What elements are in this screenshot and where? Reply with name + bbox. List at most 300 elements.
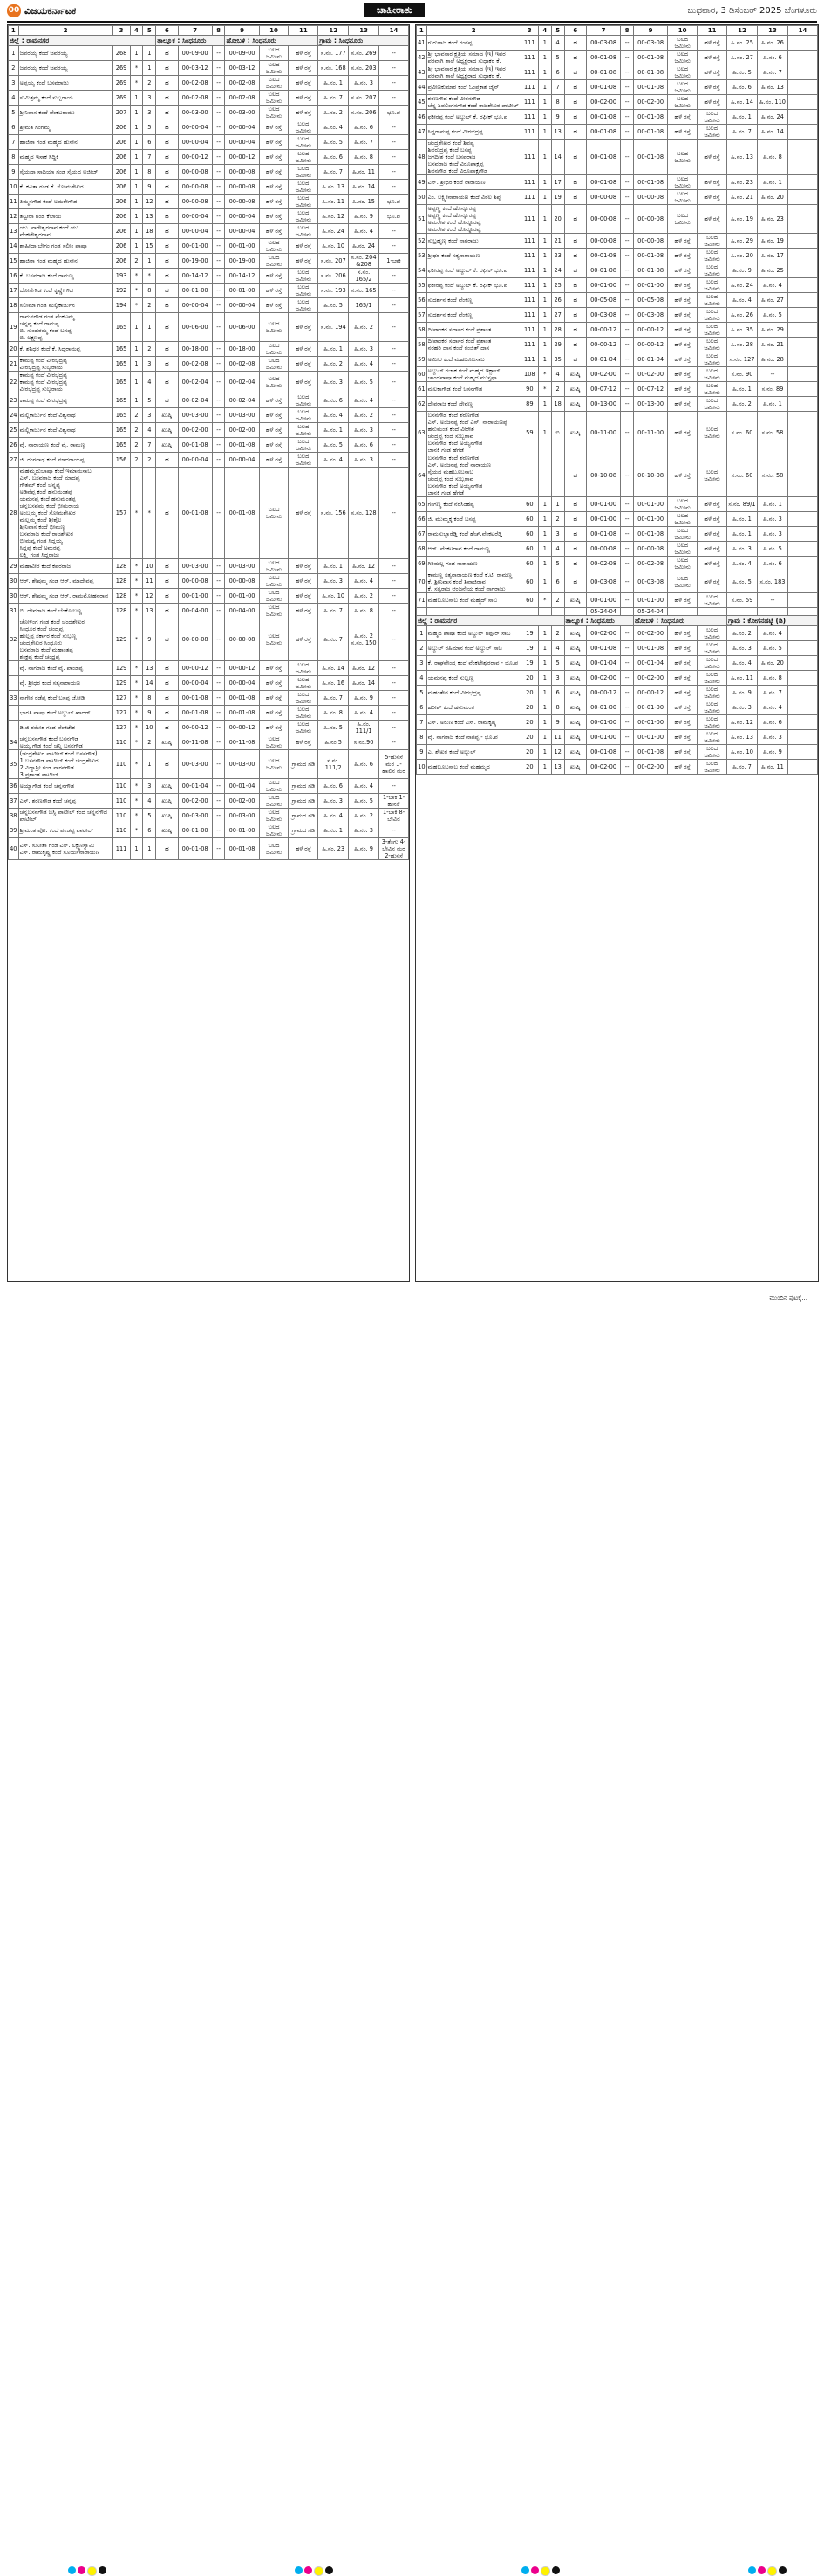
cell-land-type: ಹ xyxy=(156,61,178,76)
table-row xyxy=(417,51,818,65)
column-header-7: 7 xyxy=(178,26,212,36)
cell-sl-no: 49 xyxy=(417,175,427,190)
cell-boundary-south: ಸ.ನಂ. 58 xyxy=(758,412,788,454)
cell-boundary-west: ಬಲದ ಜಮೀನು xyxy=(289,676,318,691)
cell-hissa-2: 12 xyxy=(143,195,156,209)
cell-owner-name: ಯು. ನಾಗೇಶ್ವರರಾವ ಕಂದೆ ಯು. ವೆಂಕಟೇಶ್ವರರಾವ xyxy=(18,224,112,239)
table-row xyxy=(9,468,409,559)
cell-land-type: ಹ xyxy=(156,838,178,860)
cell-land-type: ಹ xyxy=(156,313,178,342)
cell-sl-no: 66 xyxy=(417,512,427,527)
cell-owner-name: ಎಸ್. ಶರಣಗೌಡ ಕಂದೆ ಚನ್ನಪ್ಪ xyxy=(18,794,112,809)
table-row xyxy=(9,313,409,342)
table-row xyxy=(417,95,818,110)
cell-survey-no: 111 xyxy=(521,278,538,293)
cell-hissa-1: 1 xyxy=(538,352,551,367)
cell-boundary-south: ಸ.ನಂ. 89 xyxy=(758,382,788,397)
cell-survey-no: 156 xyxy=(112,453,130,468)
cell-area-acquired: 00-10-08 xyxy=(634,454,668,497)
cell-sl-no: 59 xyxy=(417,352,427,367)
cell-boundary-south: ಸ.ನಂ. 128 xyxy=(349,468,379,559)
cell-area-total: 00-01-08 xyxy=(586,641,620,656)
cell-sl-no: 10 xyxy=(9,180,19,195)
cell-boundary-east: ಹಳೆ ರಸ್ತೆ xyxy=(668,700,698,715)
cell-area-kharab: -- xyxy=(621,249,634,263)
cell-area-total: 00-01-04 xyxy=(178,779,212,794)
cell-boundary-south: ಹಿ.ನಂ. 6 xyxy=(758,715,788,730)
table-row xyxy=(417,323,818,338)
cell-boundary-south: ಹಿ.ನಂ. 20 xyxy=(758,656,788,671)
cell-survey-no: 206 xyxy=(112,180,130,195)
cell-boundary-east: ಬಲದ ಜಮೀನು xyxy=(259,823,289,838)
cell-boundary-south: ಹಿ.ನಂ. 8 xyxy=(349,604,379,618)
print-registration-marks xyxy=(7,1281,817,1293)
cell-boundary-north: ಸ.ನಂ. 60 xyxy=(727,412,758,454)
cell-sl-no: 36 xyxy=(9,779,19,794)
cell-boundary-west: ಬಲದ ಜಮೀನು xyxy=(698,641,727,656)
cell-owner-name: ತನ್ವೀರಾ ಗಂಡ ಕೆಲಾಯ xyxy=(18,209,112,224)
table-row xyxy=(9,135,409,150)
cell-survey-no: 111 xyxy=(521,249,538,263)
cell-remarks xyxy=(787,571,817,593)
cell-remarks xyxy=(787,308,817,323)
page-number-badge: 00 xyxy=(7,4,21,17)
cell-area-acquired: 00-00-04 xyxy=(225,209,259,224)
cell-area-total: 00-01-00 xyxy=(586,278,620,293)
cell-sl-no: 65 xyxy=(417,497,427,512)
cell-boundary-west: ಬಲದ ಜಮೀನು xyxy=(289,269,318,284)
cell-owner-name: ಆರ್. ಶೇಷಮ್ಮ ಗಂಡ ಆರ್. ರಾಮಮೋಹನರಾವ xyxy=(18,589,112,604)
cyan-dot xyxy=(68,2566,76,2574)
cell-area-kharab: -- xyxy=(212,91,225,106)
cell-hissa-2: 25 xyxy=(551,278,564,293)
cell-survey-no: 193 xyxy=(112,269,130,284)
cell-area-acquired: 00-03-08 xyxy=(634,308,668,323)
cell-boundary-east: ಹಳೆ ರಸ್ತೆ xyxy=(259,224,289,239)
cell-hissa-1: * xyxy=(130,823,143,838)
cell-hissa-2: 4 xyxy=(143,423,156,438)
cell-area-kharab: -- xyxy=(621,760,634,775)
cell-hissa-2: 2 xyxy=(143,76,156,91)
cell-hissa-2: 2 xyxy=(143,298,156,313)
column-header-7: 7 xyxy=(586,26,620,36)
column-header-1: 1 xyxy=(9,26,19,36)
cell-boundary-north: ಹಿ.ನಂ. 6 xyxy=(318,150,349,165)
cell-boundary-west: ಹಳೆ ರಸ್ತೆ xyxy=(698,542,727,557)
cell-survey-no: 128 xyxy=(112,604,130,618)
cell-survey-no: 89 xyxy=(521,397,538,412)
cell-survey-no: 19 xyxy=(521,626,538,641)
table-row xyxy=(417,512,818,527)
cell-boundary-south: ಹಿ.ನಂ. 2 ಸ.ನಂ. 150 xyxy=(349,618,379,661)
cell-remarks: -- xyxy=(379,91,409,106)
column-header-5: 5 xyxy=(551,26,564,36)
cell-boundary-east: ಹಳೆ ರಸ್ತೆ xyxy=(259,691,289,706)
cell-owner-name: ಮಲ್ಲಿಕಾರ್ಜುನ ಕಂದೆ ವಿಶ್ವನಾಥ xyxy=(18,423,112,438)
cell-boundary-west: ಬಲದ ಜಮೀನು xyxy=(698,760,727,775)
cell-sl-no: 54 xyxy=(417,263,427,278)
cell-hissa-2: 26 xyxy=(551,293,564,308)
cell-area-kharab: -- xyxy=(621,641,634,656)
cell-boundary-west: ಹಳೆ ರಸ್ತೆ xyxy=(289,254,318,269)
cell-boundary-north: ಹಿ.ನಂ. 10 xyxy=(318,239,349,254)
cell-sl-no: 22 xyxy=(9,372,19,393)
cell-owner-name: ಸುದರ್ಶನ ಕಂದೆ ವೆಂಕಣ್ಣ xyxy=(426,293,521,308)
cell-hissa-1: * xyxy=(130,691,143,706)
cell-land-type: ಹ xyxy=(564,234,586,249)
cell-sl-no: 8 xyxy=(9,150,19,165)
cell-area-kharab: -- xyxy=(212,661,225,676)
cell-owner-name: ಎನ್. ಶ್ರೀಧರ ಕಂದೆ ನಾರಾಯಣ xyxy=(426,175,521,190)
cell-land-type: ಖುಷ್ಕಿ xyxy=(564,671,586,686)
cell-sl-no: 35 xyxy=(9,750,19,779)
cell-area-total: 00-14-12 xyxy=(178,269,212,284)
cell-sl-no: 60 xyxy=(417,367,427,382)
cell-area-total: 00-03-00 xyxy=(178,750,212,779)
cell-remarks: -- xyxy=(379,589,409,604)
cell-owner-name: ಶ್ರೀಧರ ಕಂದೆ ಸತ್ಯನಾರಾಯಣ xyxy=(426,249,521,263)
cell-land-type: ಹ xyxy=(156,618,178,661)
cell-hissa-1: * xyxy=(130,574,143,589)
cell-area-total: 00-05-08 xyxy=(586,293,620,308)
cell-area-total: 00-10-08 xyxy=(586,454,620,497)
cell-area-kharab: -- xyxy=(621,80,634,95)
cell-hissa-1: 1 xyxy=(130,165,143,180)
cell-boundary-east: ಹಳೆ ರಸ್ತೆ xyxy=(668,308,698,323)
cell-survey-no: 192 xyxy=(112,284,130,298)
cell-land-type: ಹ xyxy=(156,393,178,408)
cell-boundary-south: ಹಿ.ನಂ. 1 xyxy=(758,175,788,190)
cell-remarks: -- xyxy=(379,618,409,661)
cell-owner-name: ಗಂಗಣ್ಣ ಕಂದೆ ನರಸಿಂಹಪ್ಪ xyxy=(426,497,521,512)
cell-area-kharab: -- xyxy=(212,357,225,372)
cell-hissa-1: * xyxy=(130,76,143,91)
cell-area-kharab: -- xyxy=(621,397,634,412)
cell-area-acquired: 00-00-08 xyxy=(634,190,668,205)
cell-survey-no: 206 xyxy=(112,150,130,165)
cell-remarks: -- xyxy=(379,284,409,298)
cell-remarks xyxy=(787,140,817,175)
cell-area-acquired: 00-01-08 xyxy=(225,438,259,453)
cell-boundary-south: ಹಿ.ನಂ. 9 xyxy=(349,691,379,706)
cell-survey-no: 20 xyxy=(521,715,538,730)
cell-boundary-north: ಹಿ.ನಂ. 2 xyxy=(318,357,349,372)
cell-survey-no: 108 xyxy=(521,367,538,382)
cell-owner-name: ಬಸನಗೌಡ ಕಂದೆ ಶರಣಗೌಡ ಎಸ್. ಅಂಜನಪ್ಪ ಕಂದೆ ಎಸ್. ನಾರಾಯಣಪ್ಪ ಹನುಮಂತ ಕಂದೆ ವೀರೇಶ ಚಂದ್ರಪ್ಪ ಕಂದೆ ಸುಬ್ಬರಾವ ಬಸನಗೌಡ ಕಂದೆ ಅಯ್ಯನಗೌಡ ಜಾನಕಿ ಗಂಡ ಹೆಗಡೆ xyxy=(426,412,521,454)
cell-area-acquired: 00-01-00 xyxy=(634,512,668,527)
cell-hissa-2: 10 xyxy=(143,721,156,735)
cell-hissa-1: 1 xyxy=(130,195,143,209)
cell-area-kharab: -- xyxy=(212,574,225,589)
cell-sl-no: 48 xyxy=(417,140,427,175)
cell-survey-no: 111 xyxy=(521,338,538,352)
cell-boundary-north: ಹಿ.ನಂ. 2 xyxy=(318,106,349,120)
total-blank xyxy=(538,608,551,616)
cell-land-type: ಹ xyxy=(564,205,586,234)
cell-hissa-2: 2 xyxy=(551,593,564,608)
cell-remarks: -- xyxy=(379,574,409,589)
table-row xyxy=(417,175,818,190)
cell-land-type: ಖುಷ್ಕಿ xyxy=(156,438,178,453)
cell-area-kharab: -- xyxy=(212,838,225,860)
cell-hissa-2: 9 xyxy=(143,180,156,195)
cell-remarks: -- xyxy=(379,165,409,180)
cell-survey-no: 165 xyxy=(112,342,130,357)
cell-area-acquired: 00-14-12 xyxy=(225,269,259,284)
cell-boundary-south: ಹಿ.ನಂ. 19 xyxy=(758,234,788,249)
cell-owner-name: ಜವರಯ್ಯ ಕಂದೆ ಜವರಯ್ಯ xyxy=(18,46,112,61)
cell-area-kharab: -- xyxy=(212,423,225,438)
cell-area-acquired: 00-00-12 xyxy=(225,721,259,735)
cell-area-acquired: 00-06-00 xyxy=(225,313,259,342)
cell-sl-no xyxy=(9,721,19,735)
cell-survey-no: 129 xyxy=(112,618,130,661)
cell-owner-name: ರಾಮನಗೌಡ ಗಂಡ ವೆಂಕಟಮ್ಮ ಚನ್ನಪ್ಪ ಕಂದೆ ರಾಮಪ್ಪ ಬಿ. ಸುಂದರಮ್ಮ ಕಂದೆ ಬಸಪ್ಪ ಬಿ. ಲಕ್ಷ್ಮಣಪ್ಪ xyxy=(18,313,112,342)
cell-area-kharab: -- xyxy=(621,205,634,234)
cell-area-acquired: 00-00-04 xyxy=(225,453,259,468)
cell-survey-no: 20 xyxy=(521,686,538,700)
cell-area-kharab: -- xyxy=(621,715,634,730)
yellow-dot xyxy=(87,2566,97,2576)
cell-area-total: 00-00-08 xyxy=(178,574,212,589)
table-row xyxy=(417,542,818,557)
table-row xyxy=(417,338,818,352)
cell-area-kharab: -- xyxy=(212,559,225,574)
cell-boundary-east: ಬಲದ ಜಮೀನು xyxy=(259,838,289,860)
cell-boundary-south: ಹಿ.ನಂ. 110 xyxy=(758,95,788,110)
cell-boundary-north: ಸ.ನಂ. 89/1 xyxy=(727,497,758,512)
cell-owner-name: ಚಂದ್ರಶೇಖರ ಕಂದೆ ಶಿವಪ್ಪ ಶಿವರುದ್ರಪ್ಪ ಕಂದೆ ಬಸಪ್ಪ ಜಗದೀಶ ಕಂದೆ ಬಸವರಾಜ ಬಸವರಾಜ ಕಂದೆ ವಿರೂಪಾಕ್ಷಪ್ಪ ಶಿವನಗೌಡ ಕಂದೆ ವಿರೂಪಾಕ್ಷಗೌಡ xyxy=(426,140,521,175)
cell-survey-no: 127 xyxy=(112,706,130,721)
cell-hissa-1: 1 xyxy=(130,342,143,357)
cell-land-type: ಹ xyxy=(564,190,586,205)
cell-boundary-south: ಹಿ.ನಂ. 12 xyxy=(349,559,379,574)
column-header-row xyxy=(9,26,409,36)
cell-boundary-north: ಸ.ನಂ. 60 xyxy=(727,454,758,497)
cell-boundary-east: ಹಳೆ ರಸ್ತೆ xyxy=(259,423,289,438)
cell-boundary-west: ಗ್ರಾಮದ ಗಡಿ xyxy=(289,750,318,779)
cell-boundary-west: ಬಲದ ಜಮೀನು xyxy=(289,408,318,423)
registration-dots xyxy=(521,2566,560,2576)
cell-remarks xyxy=(787,382,817,397)
cell-boundary-east: ಹಳೆ ರಸ್ತೆ xyxy=(668,641,698,656)
cell-boundary-west: ಹಳೆ ರಸ್ತೆ xyxy=(289,618,318,661)
cell-area-acquired: 00-03-00 xyxy=(225,809,259,823)
cell-boundary-north: ಹಿ.ನಂ. 13 xyxy=(727,140,758,175)
cell-boundary-north: ಹಿ.ನಂ. 7 xyxy=(318,604,349,618)
cell-area-kharab: -- xyxy=(621,175,634,190)
cell-remarks: -- xyxy=(379,76,409,91)
cell-hissa-1: 1 xyxy=(538,110,551,125)
cell-boundary-north: ಹಿ.ನಂ. 12 xyxy=(727,715,758,730)
cell-remarks: -- xyxy=(379,135,409,150)
cell-boundary-north: ಹಿ.ನಂ. 4 xyxy=(318,120,349,135)
cell-hissa-1: 1 xyxy=(130,135,143,150)
cell-area-acquired: 00-01-04 xyxy=(225,779,259,794)
cell-boundary-north: ಹಿ.ನಂ. 1 xyxy=(318,342,349,357)
cell-boundary-west: ಹಳೆ ರಸ್ತೆ xyxy=(698,175,727,190)
cell-survey-no: 20 xyxy=(521,671,538,686)
cell-boundary-south: ಹಿ.ನಂ. 14 xyxy=(349,180,379,195)
subhead-hobli: ಹೋಬಳಿ : ಸಿಂಧನೂರು xyxy=(225,36,318,46)
cell-boundary-south: ಹಿ.ನಂ. 20 xyxy=(758,190,788,205)
cell-area-acquired: 00-00-08 xyxy=(225,195,259,209)
cell-area-kharab: -- xyxy=(621,65,634,80)
cell-land-type: ಹ xyxy=(156,224,178,239)
cell-survey-no: 110 xyxy=(112,794,130,809)
column-header-8: 8 xyxy=(212,26,225,36)
cell-boundary-west: ಬಲದ ಜಮೀನು xyxy=(289,165,318,180)
cell-sl-no: 34 xyxy=(9,735,19,750)
cell-sl-no xyxy=(9,661,19,676)
cell-survey-no: 206 xyxy=(112,135,130,150)
cell-boundary-west: ಹಳೆ ರಸ್ತೆ xyxy=(289,735,318,750)
cell-boundary-west: ಬಲದ ಜಮೀನು xyxy=(289,661,318,676)
cell-boundary-east: ಹಳೆ ರಸ್ತೆ xyxy=(668,352,698,367)
cell-hissa-1: 1 xyxy=(538,760,551,775)
cell-hissa-1: 1 xyxy=(538,36,551,51)
cell-owner-name: ಗಿರಿಮಲ್ಲ ಗಂಡ ನಾರಾಯಣ xyxy=(426,557,521,571)
table-row xyxy=(417,36,818,51)
cell-area-acquired: 00-00-08 xyxy=(634,542,668,557)
cell-sl-no: 24 xyxy=(9,408,19,423)
cell-area-kharab: -- xyxy=(212,453,225,468)
cell-hissa-1: * xyxy=(130,735,143,750)
cell-area-kharab: -- xyxy=(212,150,225,165)
cell-hissa-2: 23 xyxy=(551,249,564,263)
cell-hissa-1: 1 xyxy=(538,125,551,140)
cell-area-kharab: -- xyxy=(621,352,634,367)
cell-owner-name: ಮಲಕಾಗೌಡ ಕಂದೆ ಬಸನಗೌಡ xyxy=(426,382,521,397)
cell-hissa-1: 1 xyxy=(538,278,551,293)
table-row xyxy=(417,454,818,497)
cell-area-acquired: 00-02-00 xyxy=(225,794,259,809)
cell-survey-no: 111 xyxy=(521,308,538,323)
cyan-dot xyxy=(748,2566,756,2574)
cell-remarks xyxy=(787,95,817,110)
cell-sl-no: 27 xyxy=(9,453,19,468)
cell-area-total: 00-00-08 xyxy=(178,165,212,180)
cell-remarks xyxy=(787,263,817,278)
cell-boundary-south: ಹಿ.ನಂ. 17 xyxy=(758,249,788,263)
column-header-13: 13 xyxy=(349,26,379,36)
cell-area-total: 00-02-00 xyxy=(178,794,212,809)
cell-area-total: 00-02-08 xyxy=(178,91,212,106)
cell-area-kharab: -- xyxy=(621,36,634,51)
cell-area-acquired: 00-01-00 xyxy=(225,239,259,254)
cell-survey-no: 59 xyxy=(521,412,538,454)
cell-area-kharab: -- xyxy=(621,412,634,454)
section-subheading-row xyxy=(417,616,818,626)
cell-land-type: ಹ xyxy=(564,36,586,51)
cell-area-kharab: -- xyxy=(212,224,225,239)
cell-area-acquired: 00-00-04 xyxy=(225,676,259,691)
column-header-9: 9 xyxy=(634,26,668,36)
cell-land-type: ಹ xyxy=(564,175,586,190)
cell-sl-no: 20 xyxy=(9,342,19,357)
cell-remarks: -- xyxy=(379,46,409,61)
cell-boundary-east: ಬಲದ ಜಮೀನು xyxy=(668,65,698,80)
cell-owner-name: ಮಹಮ್ಮದುಬಾಷಾ ಕಂದೆ ಇಮಾಮಸಾಬ ಎಸ್. ಬಸವರಾಜ ಕಂದೆ ಮಾದಪ್ಪ ಗೌತಮ್ ಕಂದೆ ಚನ್ನಪ್ಪ ಅಡಿವೆಪ್ಪ ಕಂದೆ ಹನುಮಂತಪ್ಪ ಯಮನಪ್ಪ ಕಂದೆ ಹನುಮಂತಪ್ಪ ಚನ್ನಬಸವಮ್ಮ ಕಂದೆ ಭೀಮರಾಯ ಅಂಬ್ರಮ್ಮ ಕಂದೆ ಸೋಮಶೇಖರ ಮಲ್ಲಮ್ಮ ಕಂದೆ ಶ್ರೀಶೈಲ ಶ್ರೀನಿವಾಸ ಕಂದೆ ಭೀಮಣ್ಣ ಬಸವರಾಜ ಕಂದೆ ರಾಜಶೇಖರ ಭೀಮವ್ವ ಗಂಡ ಸಿದ್ದಯ್ಯ ಸಿದ್ದಪ್ಪ ಕಂದೆ ಅಮರಪ್ಪ ಲಕ್ಷ್ಮಿ ಗಂಡ ಸಿದ್ದರಾಜು xyxy=(18,468,112,559)
registration-dots xyxy=(295,2566,333,2576)
table-row xyxy=(9,224,409,239)
cell-boundary-west: ಬಲದ ಜಮೀನು xyxy=(698,323,727,338)
cell-boundary-south: ಹಿ.ನಂ. 21 xyxy=(758,338,788,352)
cell-area-kharab: -- xyxy=(212,46,225,61)
cell-sl-no: 3 xyxy=(417,656,427,671)
cell-boundary-south: ಹಿ.ನಂ. 23 xyxy=(758,205,788,234)
cell-hissa-2: 9 xyxy=(143,706,156,721)
column-header-8: 8 xyxy=(621,26,634,36)
cell-sl-no: 7 xyxy=(9,135,19,150)
cell-boundary-south: ಹಿ.ನಂ. 3 xyxy=(349,453,379,468)
cell-remarks xyxy=(787,397,817,412)
cell-survey-no: 111 xyxy=(521,175,538,190)
table-row xyxy=(9,618,409,661)
cell-survey-no: 19 xyxy=(521,641,538,656)
cell-remarks: ಭೂ.ಪ xyxy=(379,209,409,224)
cell-area-total: 00-01-08 xyxy=(586,175,620,190)
cell-area-acquired: 00-03-00 xyxy=(225,559,259,574)
cell-area-total: 00-01-08 xyxy=(586,65,620,80)
cell-boundary-east: ಬಲದ ಜಮೀನು xyxy=(668,95,698,110)
cell-hissa-2: 14 xyxy=(551,140,564,175)
cell-boundary-north: ಹಿ.ನಂ. 10 xyxy=(318,589,349,604)
cell-area-kharab: -- xyxy=(621,234,634,249)
cell-sl-no: 2 xyxy=(417,641,427,656)
cell-survey-no: 90 xyxy=(521,382,538,397)
table-row xyxy=(417,593,818,608)
cell-boundary-north: ಹಿ.ನಂ. 1 xyxy=(318,76,349,91)
table-row xyxy=(417,140,818,175)
cell-remarks: -- xyxy=(379,604,409,618)
black-dot xyxy=(552,2566,560,2574)
cell-sl-no: 52 xyxy=(417,234,427,249)
cell-owner-name: ಹಾಜಿರಾ ಗಂಡ ಮಹ್ಮದ ಹುಸೇನ xyxy=(18,254,112,269)
cell-remarks: -- xyxy=(379,61,409,76)
cell-boundary-west: ಬಲದ ಜಮೀನು xyxy=(289,135,318,150)
cell-area-total: 00-01-00 xyxy=(586,730,620,745)
cell-owner-name: ಜಿ. ರಂಗನಾಥ ಕಂದೆ ಮಾದರಾಯಪ್ಪ xyxy=(18,453,112,468)
cell-land-type: ಹ xyxy=(156,76,178,91)
cell-survey-no: 111 xyxy=(521,36,538,51)
cell-boundary-south: ಹಿ.ನಂ. 5 xyxy=(349,372,379,393)
cell-owner-name: ಬಸನಗೌಡ ಕಂದೆ ಶರಣಗೌಡ ಎಸ್. ಅಂಜನಪ್ಪ ಕಂದೆ ನಾರಾಯಣ ಸೈಯದ ಮಹಬೂಬಸಾಬ ಚಂದ್ರಪ್ಪ ಕಂದೆ ಸುಬ್ಬರಾವ ಬಸನಗೌಡ ಕಂದೆ ಅಯ್ಯನಗೌಡ ಜಾನಕಿ ಗಂಡ ಹೆಗಡೆ xyxy=(426,454,521,497)
cell-hissa-2: 20 xyxy=(551,205,564,234)
cell-boundary-south: ಸ.ನಂ. 165 xyxy=(349,284,379,298)
cell-boundary-west: ಬಲದ ಜಮೀನು xyxy=(698,367,727,382)
cell-hissa-2: 3 xyxy=(143,408,156,423)
cell-hissa-1: * xyxy=(130,706,143,721)
cell-owner-name: ಫಕೀರಪ್ಪ ಕಂದೆ ಅಬ್ದುಲ್ ಕೆ. ರಫೀಕ್ ಭೂ.ಪ xyxy=(426,263,521,278)
table-row xyxy=(9,342,409,357)
cell-hissa-2: 13 xyxy=(143,604,156,618)
cell-area-kharab: -- xyxy=(621,730,634,745)
cell-area-kharab: -- xyxy=(621,140,634,175)
cell-boundary-south: ಹಿ.ನಂ. 25 xyxy=(758,263,788,278)
cell-boundary-south: ಹಿ.ನಂ. 2 xyxy=(349,408,379,423)
cell-hissa-2: 3 xyxy=(551,527,564,542)
cell-area-acquired: 00-11-00 xyxy=(634,412,668,454)
cell-land-type: ಖುಷ್ಕಿ xyxy=(564,686,586,700)
cell-area-acquired: 00-02-00 xyxy=(225,423,259,438)
cell-area-total: 00-01-00 xyxy=(178,239,212,254)
cell-remarks: -- xyxy=(379,453,409,468)
cell-owner-name: ಅಪ್ಪಯ್ಯ ಕಂದೆ ಬಸವರಾಜು xyxy=(18,76,112,91)
cell-sl-no: 58 xyxy=(417,338,427,352)
cell-survey-no: 194 xyxy=(112,298,130,313)
left-column-table xyxy=(7,24,410,1282)
